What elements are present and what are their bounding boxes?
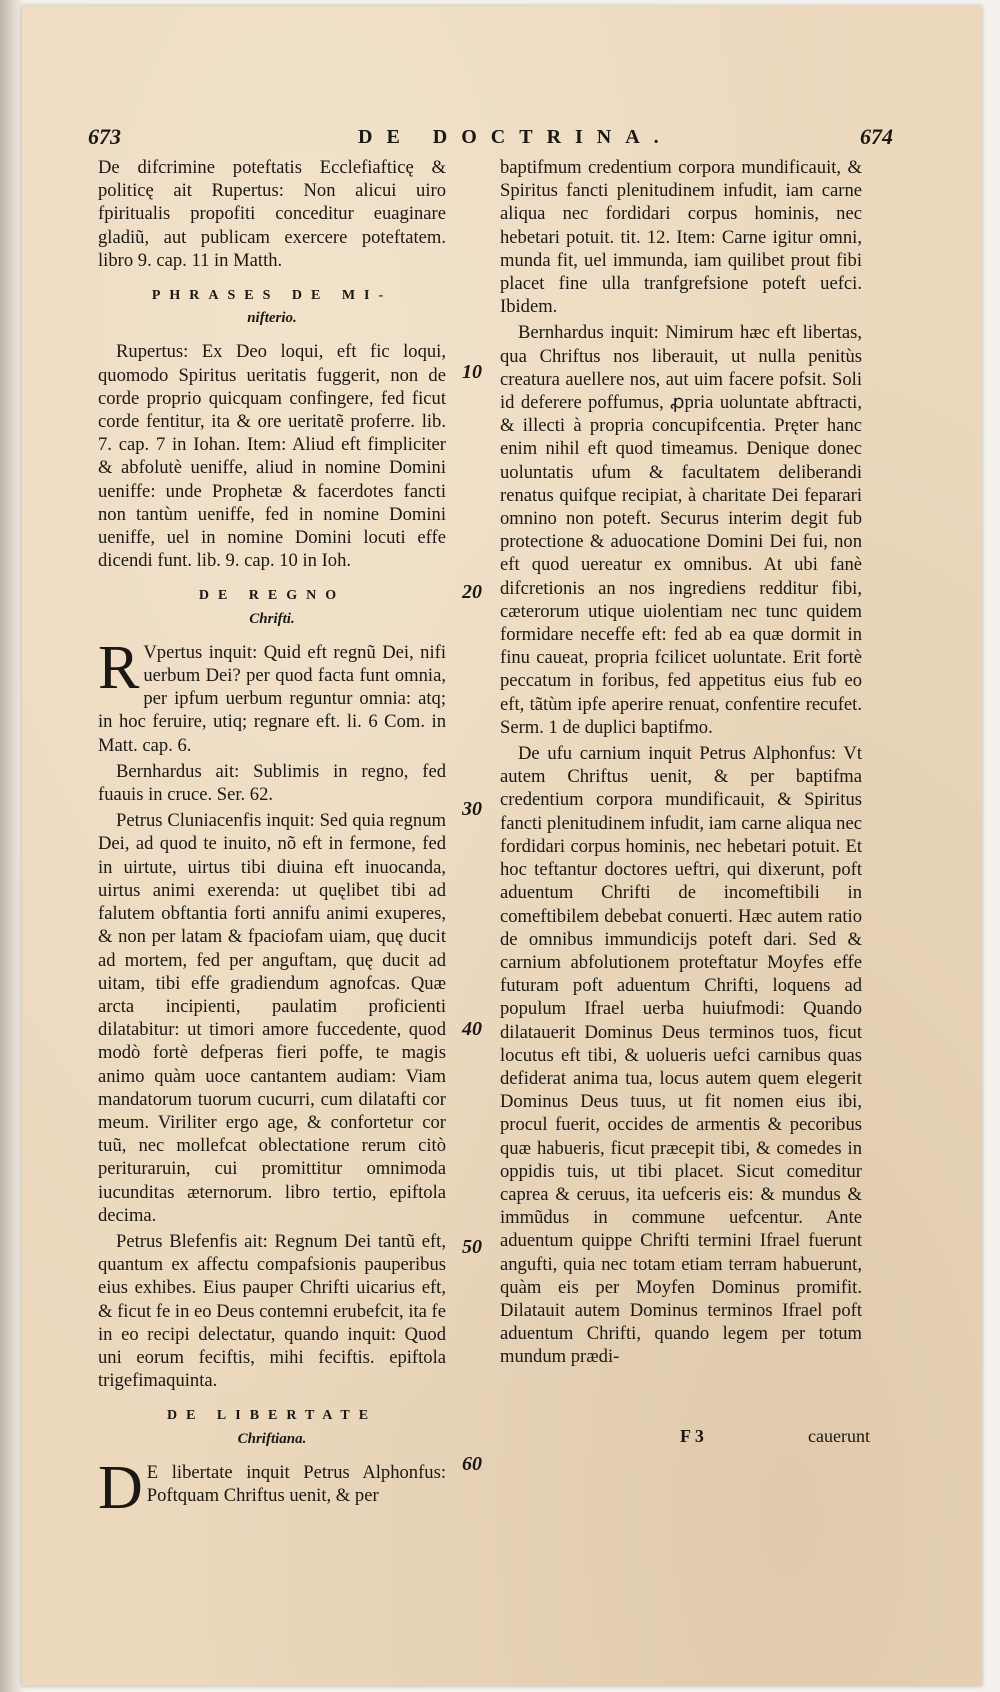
- left-intro-paragraph: De difcrimine poteftatis Ecclefiafticę & politicę ait Rupertus: Non alicui uiro fpiritualis propofiti conceditur euaginare gladiũ, aut publicam exercere poteftatem. libro 9. cap. 11 in Matth.: [98, 157, 446, 271]
- line-number-20: 20: [462, 581, 482, 603]
- line-number-10: 10: [462, 361, 482, 383]
- drop-capital-r: R: [98, 633, 140, 702]
- line-number-60: 60: [462, 1453, 482, 1475]
- catchword: cauerunt: [808, 1426, 870, 1446]
- right-paragraph-2: Bernhardus inquit: Nimirum hæc eft libertas, qua Chriftus nos liberauit, ut nulla penitùs creatura auellere nos, aut uim facere pofsit. Soli id deferere poffumus, ꝓpria uoluntate abftracti, & illecti à propria concupifcentia. Pręter hanc enim nihil eft quod timeamus. Denique donec uoluntatis ufum & facultatem deliberandi renatus quifque recipiat, à charitate Dei feparari omnino non poteft. Securus interim degit fub protectione & aduocatione Domini Dei fui, non eft quod uereatur ex omnibus. At ubi fanè difcretionis an nos ingrediens redditur fibi, cæterorum utique uiolentiam nec tunc quidem formidare neceffe eft: fed ab ea quæ dormit in finu caueat, propria fcilicet uoluntate. Erit fortè peccatum in foribus, fed appetitus eius fub eo eft, tãtùm ipfe aperire renuat, confentire recufet. Serm. 1 de duplici baptifmo.: [500, 322, 862, 738]
- line-number-40: 40: [462, 1018, 482, 1040]
- regno-paragraph-3: Petrus Cluniacenfis inquit: Sed quia regnum Dei, ad quod te inuito, nõ eft in fermone, fed in uirtute, uirtus tibi diuina eft inuocanda, uirtus animi exerenda: ut quęlibet tibi ad falutem obftantia forti annifu animi exuperes, & non per latam & fpaciofam uiam, quę ducit ad mortem, fed per anguftam, quę ducit ad uitam, tibi effe gradiendum agnofcas. Quæ arcta incipienti, paulatim proficienti dilatabitur: ut timori amore fuccedente, quod modò fortè defperas fieri poffe, te magis animo quàm uoce cantantem audiam: Viam mandatorum tuorum cucurri, cum dilatafti cor meum. Viriliter ergo age, & confortetur cor tuũ, nec mollefcat oblectatione rerum citò perituraruin, cui promittitur omnimoda iucunditas æternorum. libro tertio, epiftola decima.: [98, 810, 446, 1226]
- right-folio-number: 674: [860, 124, 893, 149]
- regno-paragraph-1-text: Vpertus inquit: Quid eft regnũ Dei, nifi uerbum Dei? per quod facta funt omnia, per ipfum uerbum reguntur omnia: atq; in hoc feruire, utiq; regnare eft. li. 6 Com. in Matt. cap. 6.: [98, 641, 446, 756]
- drop-capital-d: D: [98, 1453, 143, 1522]
- running-head: [88, 124, 893, 154]
- phrases-paragraph: Rupertus: Ex Deo loqui, eft fic loqui, quomodo Spiritus ueritatis fuggerit, non de corde proprio quicquam confingere, fed ficut corde fentitur, ita & ore ueritatẽ proferre. lib. 7. cap. 7 in Iohan. Item: Aliud eft fimpliciter & abfolutè ueniffe, aliud in nomine Domini ueniffe: unde Prophetæ & facerdotes fancti non tantùm ueniffe, fed in nomine Domini ueniffe, uel in nomine Domini locuti effe dicendi funt. lib. 9. cap. 10 in Ioh.: [98, 341, 446, 572]
- section-heading-de-regno: DE REGNO: [198, 588, 346, 604]
- section-heading-de-libertate: DE LIBERTATE: [166, 1408, 378, 1424]
- line-number-30: 30: [462, 798, 482, 820]
- section-subheading-christi: Chrifti.: [249, 610, 295, 627]
- signature-mark: F 3: [680, 1426, 704, 1446]
- section-heading-phrases: PHRASES DE MI-: [151, 288, 393, 304]
- section-subheading-christiana: Chriftiana.: [237, 1430, 307, 1447]
- regno-paragraph-1: [98, 633, 446, 757]
- left-column: [98, 156, 446, 1522]
- right-column: [500, 156, 862, 1372]
- section-subheading-ministerio: nifterio.: [247, 310, 297, 327]
- book-page: [22, 6, 982, 1686]
- running-head-title: DE DOCTRINA.: [358, 126, 673, 148]
- libertate-paragraph-1: [98, 1453, 446, 1522]
- line-number-50: 50: [462, 1236, 482, 1258]
- regno-paragraph-2: Bernhardus ait: Sublimis in regno, fed fuauis in cruce. Ser. 62.: [98, 760, 446, 806]
- right-paragraph-1: baptifmum credentium corpora mundificauit, & Spiritus fancti plenitudinem infudit, iam carne aliqua nec fordidari corpus hominis, nec hebetari potuit. tit. 12. Item: Carne igitur omni, munda fit, uel immunda, iam quilibet prout fibi placet fine ulla tranfgrefsione poteft uefci. Ibidem.: [500, 157, 862, 318]
- right-paragraph-3: De ufu carnium inquit Petrus Alphonfus: Vt autem Chriftus uenit, & per baptifma credentium corpora mundificauit, & Spiritus fancti plenitudinem infudit, iam carne aliqua nec fordidari corpus hominis, nec hebetari potuit. Et hoc teftantur doctores ueftri, qui dixerunt, poft aduentum Chrifti de incomeftibili in comeftibilem debebat conuerti. Hæc autem ratio de omnibus immundicijs poteft dari. Sed & carnium abfolutionem proteftatur Moyfes effe futuram poft aduentum Chrifti, loquens ad populum Ifrael uerba huiufmodi: Quando dilatauerit Dominus Deus terminos tuos, ficut locutus eft tibi, & uolueris uefci carnibus quas defiderat anima tua, locus autem quem elegerit Dominus Deus tuus, ut fit nomen eius ibi, procul fuerit, occides de armentis & pecoribus quæ habueris, ficut præcepit tibi, & comedes in oppidis tuis, ut tibi placet. Sicut comeditur caprea & ceruus, ita uefceris eis: & mundus & immũdus in commune uefcentur. Ante aduentum quippe Chrifti termini Ifrael fuerunt angufti, quia nec totam etiam terram habuerunt, quàm eis per Moyfen Dominus promifit. Dilatauit autem Dominus terminos Ifrael poft aduentum Chrifti, quando legem per totum mundum prædi-: [500, 743, 862, 1368]
- regno-paragraph-4: Petrus Blefenfis ait: Regnum Dei tantũ eft, quantum ex affectu compafsionis pauperibus eius exhibes. Eius pauper Chrifti uicarius eft, & ficut fe in eo Deus contemni erubefcit, ita fe in eo recipi delectatur, quando inquit: Quod uni eorum feciftis, mihi feciftis. epiftola trigefimaquinta.: [98, 1230, 446, 1392]
- margin-line-numbers: [462, 156, 498, 1475]
- libertate-paragraph-1-text: E libertate inquit Petrus Alphonfus: Poftquam Chriftus uenit, & per: [146, 1461, 446, 1506]
- left-folio-number: 673: [88, 124, 121, 149]
